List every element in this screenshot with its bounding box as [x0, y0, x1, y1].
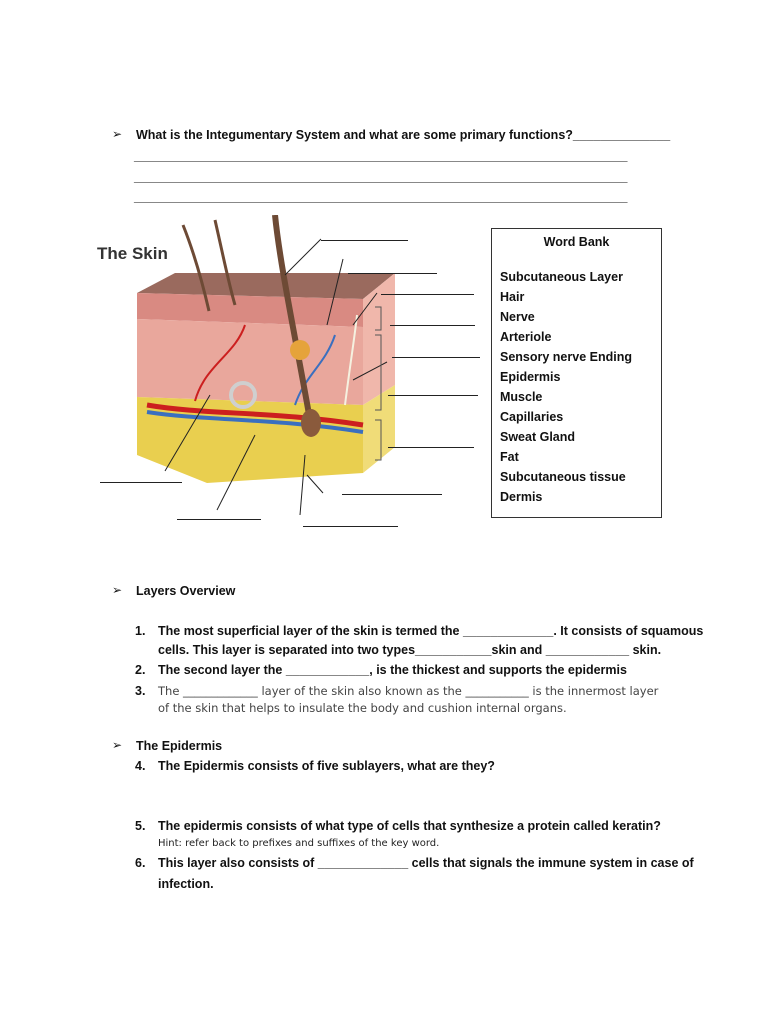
word-bank-item: Hair [500, 290, 525, 304]
word-bank-item: Subcutaneous tissue [500, 470, 626, 484]
item-number: 6. [135, 856, 146, 870]
leader-1 [285, 239, 321, 275]
q1-text: What is the Integumentary System and what are some primary functions?______________ [136, 128, 671, 142]
item-number: 3. [135, 684, 146, 698]
item-text-cont: of the skin that helps to insulate the body and cushion internal organs. [158, 701, 567, 715]
label-blank-6[interactable] [388, 395, 478, 396]
item-text: The second layer the ____________, is the thickest and supports the epidermis [158, 663, 627, 677]
label-blank-1[interactable] [321, 240, 408, 241]
word-bank-item: Fat [500, 450, 519, 464]
label-blank-4[interactable] [390, 325, 475, 326]
q1-answer-line-1: _____________________________________________________________________________ [134, 149, 627, 163]
label-blank-8[interactable] [342, 494, 442, 495]
word-bank [491, 228, 662, 518]
layers-arrow: ➢ [112, 583, 123, 597]
epidermis-heading: The Epidermis [136, 739, 223, 753]
word-bank-item: Arteriole [500, 330, 552, 344]
word-bank-item: Epidermis [500, 370, 561, 384]
item-text: The most superficial layer of the skin is termed the _____________. It consists of squamous [158, 624, 704, 638]
layers-heading: Layers Overview [136, 584, 236, 598]
sebaceous-gland [290, 340, 310, 360]
label-blank-9[interactable] [100, 482, 182, 483]
q1-answer-line-2: _____________________________________________________________________________ [134, 170, 627, 184]
item-number: 5. [135, 819, 146, 833]
item-hint: Hint: refer back to prefixes and suffixes of the key word. [158, 838, 440, 849]
label-blank-5[interactable] [392, 357, 480, 358]
word-bank-item: Nerve [500, 310, 535, 324]
skin-dermis-front [137, 319, 363, 405]
item-number: 2. [135, 663, 146, 677]
item-text: This layer also consists of _____________ cells that signals the immune system in case of [158, 856, 694, 870]
item-text-cont: cells. This layer is separated into two types___________skin and ____________ skin. [158, 643, 662, 657]
q1-answer-line-3: _____________________________________________________________________________ [134, 190, 627, 204]
word-bank-item: Capillaries [500, 410, 564, 424]
q1-arrow: ➢ [112, 127, 123, 141]
word-bank-item: Subcutaneous Layer [500, 270, 623, 284]
item-number: 1. [135, 624, 146, 638]
label-blank-2[interactable] [348, 273, 437, 274]
epidermis-arrow: ➢ [112, 738, 123, 752]
label-blank-10[interactable] [177, 519, 261, 520]
item-text-cont: infection. [158, 877, 214, 891]
leader-8 [307, 475, 323, 493]
skin-diagram [95, 215, 495, 535]
word-bank-title: Word Bank [543, 235, 610, 249]
word-bank-item: Muscle [500, 390, 543, 404]
label-blank-7[interactable] [388, 447, 474, 448]
label-blank-11[interactable] [303, 526, 398, 527]
label-blank-3[interactable] [381, 294, 474, 295]
word-bank-item: Dermis [500, 490, 543, 504]
item-text: The epidermis consists of what type of cells that synthesize a protein called keratin? [158, 819, 661, 833]
item-number: 4. [135, 759, 146, 773]
item-text: The _____________ layer of the skin also known as the ___________ is the innermost layer [158, 684, 659, 698]
hair-bulb [301, 409, 321, 437]
skin-diagram-title: The Skin [97, 244, 168, 263]
item-text: The Epidermis consists of five sublayers, what are they? [158, 759, 495, 773]
word-bank-item: Sweat Gland [500, 430, 576, 444]
word-bank-list [500, 267, 661, 507]
word-bank-item: Sensory nerve Ending [500, 350, 632, 364]
